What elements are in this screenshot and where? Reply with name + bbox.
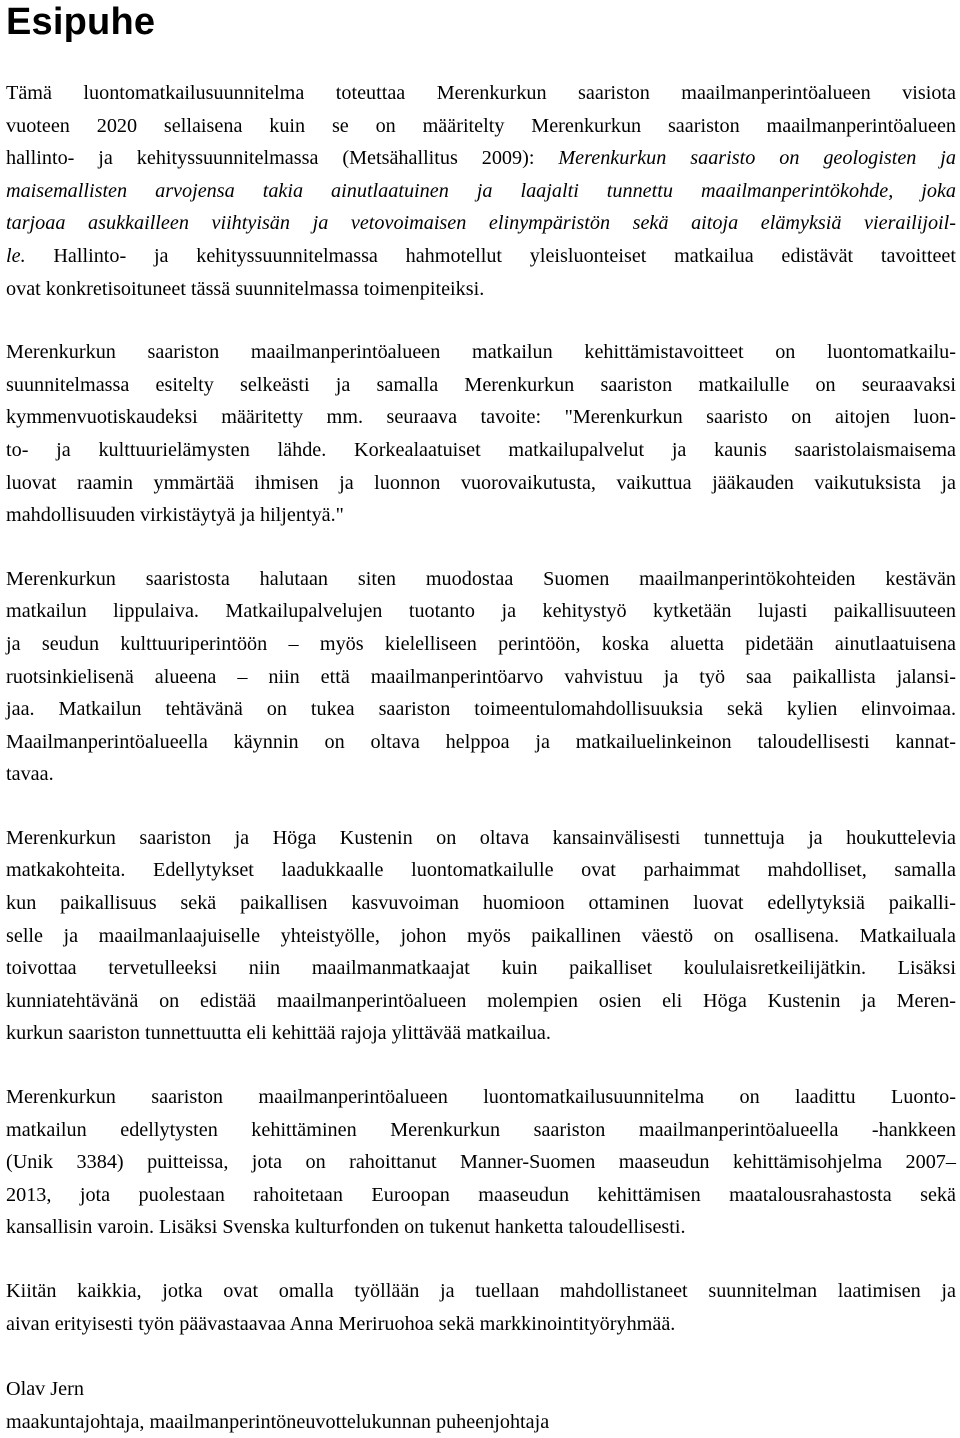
text-run: Merenkurkun saariston maailmanperintöalueen matkailun kehittämistavoitteet on luontomatkailu- [6, 341, 956, 364]
text-line [6, 952, 956, 985]
text-line [6, 985, 956, 1018]
text-line [6, 758, 956, 791]
text-line [6, 822, 956, 855]
text-line [6, 401, 956, 434]
text-line [6, 273, 956, 306]
page-title: Esipuhe [6, 1, 156, 43]
paragraph [6, 822, 956, 1050]
signature-name: Olav Jern [6, 1378, 84, 1401]
text-run: matkakohteita. Edellytykset laadukkaalle luontomatkailulle ovat parhaimmat mahdolliset, samalla [6, 859, 956, 882]
paragraph [6, 563, 956, 791]
text-line [6, 1308, 956, 1341]
text-run: to- ja kulttuurielämysten lähde. Korkealaatuiset matkailupalvelut ja kaunis saaristolaismaisema [6, 438, 956, 461]
paragraph [6, 77, 956, 305]
signature-title: maakuntajohtaja, maailmanperintöneuvottelukunnan puheenjohtaja [6, 1410, 550, 1433]
text-line [6, 563, 956, 596]
text-run: hallinto- ja kehityssuunnitelmassa (Metsähallitus 2009): [6, 147, 559, 170]
text-line [6, 434, 956, 467]
text-run: matkailun lippulaiva. Matkailupalvelujen tuotanto ja kehitystyö kytketään lujasti paikallisuuteen [6, 600, 956, 623]
text-line [6, 175, 956, 208]
text-run: luovat raamin ymmärtää ihmisen ja luonnon vuorovaikutusta, vaikuttua jääkauden vaikutuksista ja [6, 471, 956, 494]
text-line [6, 1146, 956, 1179]
text-line [6, 628, 956, 661]
text-line [6, 1179, 956, 1212]
paragraph-list [6, 77, 956, 1340]
text-run: selle ja maailmanlaajuiselle yhteistyölle, johon myös paikallinen väestö on osallisena. Matkailuala [6, 924, 956, 947]
text-run: kunniatehtävänä on edistää maailmanperintöalueen molempien osien eli Höga Kustenin ja Meren- [6, 989, 956, 1012]
text-line [6, 142, 956, 175]
text-run: Tämä luontomatkailusuunnitelma toteuttaa Merenkurkun saariston maailmanperintöalueen visiota [6, 82, 956, 104]
text-run: ovat konkretisoituneet tässä suunnitelmassa toimenpiteiksi. [6, 277, 485, 300]
paragraph [6, 1275, 956, 1340]
italic-text: le. [6, 244, 26, 267]
italic-text: tarjoaa asukkailleen viihtyisän ja vetovoimaisen elinympäristön sekä aitoja elämyksiä vierailijoil- [6, 212, 956, 235]
text-line [6, 1081, 956, 1114]
italic-text: maisemallisten arvojensa takia ainutlaatuinen ja laajalti tunnettu maailmanperintökohde, joka [6, 179, 956, 202]
text-line [6, 499, 956, 532]
text-run: ruotsinkielisenä alueena – niin että maailmanperintöarvo vahvistuu ja työ saa paikallista jalansi- [6, 665, 956, 688]
text-run: matkailun edellytysten kehittäminen Merenkurkun saariston maailmanperintöalueella -hankkeen [6, 1118, 956, 1141]
text-run: 2013, jota puolestaan rahoitetaan Euroopan maaseudun kehittämisen maatalousrahastosta sekä [6, 1183, 956, 1206]
text-run: kymmenvuotiskaudeksi määritetty mm. seuraava tavoite: "Merenkurkun saaristo on aitojen luon- [6, 406, 956, 429]
text-run: kun paikallisuus sekä paikallisen kasvuvoiman huomioon ottaminen luovat edellytyksiä paikalli- [6, 892, 956, 915]
text-line [6, 661, 956, 694]
text-run: Maailmanperintöalueella käynnin on oltava helppoa ja matkailuelinkeinon taloudellisesti kannat- [6, 730, 956, 753]
text-line [6, 336, 956, 369]
paragraph [6, 336, 956, 532]
text-run: Merenkurkun saariston maailmanperintöalueen luontomatkailusuunnitelma on laadittu Luonto- [6, 1086, 956, 1109]
text-line [6, 1211, 956, 1244]
text-line [6, 77, 956, 110]
text-run: suunnitelmassa esitelty selkeästi ja samalla Merenkurkun saariston matkailulle on seuraavaksi [6, 373, 956, 396]
text-run: Merenkurkun saariston ja Höga Kustenin on oltava kansainvälisesti tunnettuja ja houkuttelevia [6, 826, 956, 849]
signature-block [6, 1373, 956, 1438]
text-line [6, 1114, 956, 1147]
text-run: aivan erityisesti työn päävastaavaa Anna Meriruohoa sekä markkinointityöryhmää. [6, 1312, 676, 1335]
text-run: Hallinto- ja kehityssuunnitelmassa hahmotellut yleisluonteiset matkailua edistävät tavoitteet [25, 244, 956, 267]
text-run: toivottaa tervetulleeksi niin maailmanmatkaajat kuin paikalliset koululaisretkeilijätkin. Lisäksi [6, 957, 956, 980]
document-body [6, 77, 956, 1438]
document-page [6, 0, 956, 1438]
text-run: kurkun saariston tunnettuutta eli kehittää rajoja ylittävää matkailua. [6, 1022, 551, 1045]
text-line [6, 1275, 956, 1308]
text-line [6, 920, 956, 953]
text-line [6, 854, 956, 887]
text-line [6, 595, 956, 628]
text-line [6, 467, 956, 500]
text-line [6, 1017, 956, 1050]
text-line [6, 726, 956, 759]
text-line [6, 369, 956, 402]
text-run: tavaa. [6, 763, 54, 786]
text-line [6, 110, 956, 143]
text-run: Kiitän kaikkia, jotka ovat omalla työllään ja tuellaan mahdollistaneet suunnitelman laatimisen ja [6, 1280, 956, 1302]
text-run: mahdollisuuden virkistäytyä ja hiljentyä." [6, 504, 344, 527]
text-run: Merenkurkun saaristosta halutaan siten muodostaa Suomen maailmanperintökohteiden kestävän [6, 567, 956, 590]
text-run: ja seudun kulttuuriperintöön – myös kielelliseen perintöön, koska aluetta pidetään ainutlaatuisena [6, 632, 956, 655]
paragraph [6, 1081, 956, 1244]
text-line [6, 240, 956, 273]
text-run: vuoteen 2020 sellaisena kuin se on määritelty Merenkurkun saariston maailmanperintöalueen [6, 114, 956, 137]
italic-text: Merenkurkun saaristo on geologisten ja [558, 147, 956, 170]
text-run: jaa. Matkailun tehtävänä on tukea saariston toimeentulomahdollisuuksia sekä kylien elinvoimaa. [6, 698, 956, 721]
text-line [6, 693, 956, 726]
text-line [6, 887, 956, 920]
text-run: kansallisin varoin. Lisäksi Svenska kulturfonden on tukenut hanketta taloudellisesti. [6, 1216, 686, 1239]
text-run: (Unik 3384) puitteissa, jota on rahoittanut Manner-Suomen maaseudun kehittämisohjelma 2007– [6, 1151, 956, 1174]
text-line [6, 207, 956, 240]
